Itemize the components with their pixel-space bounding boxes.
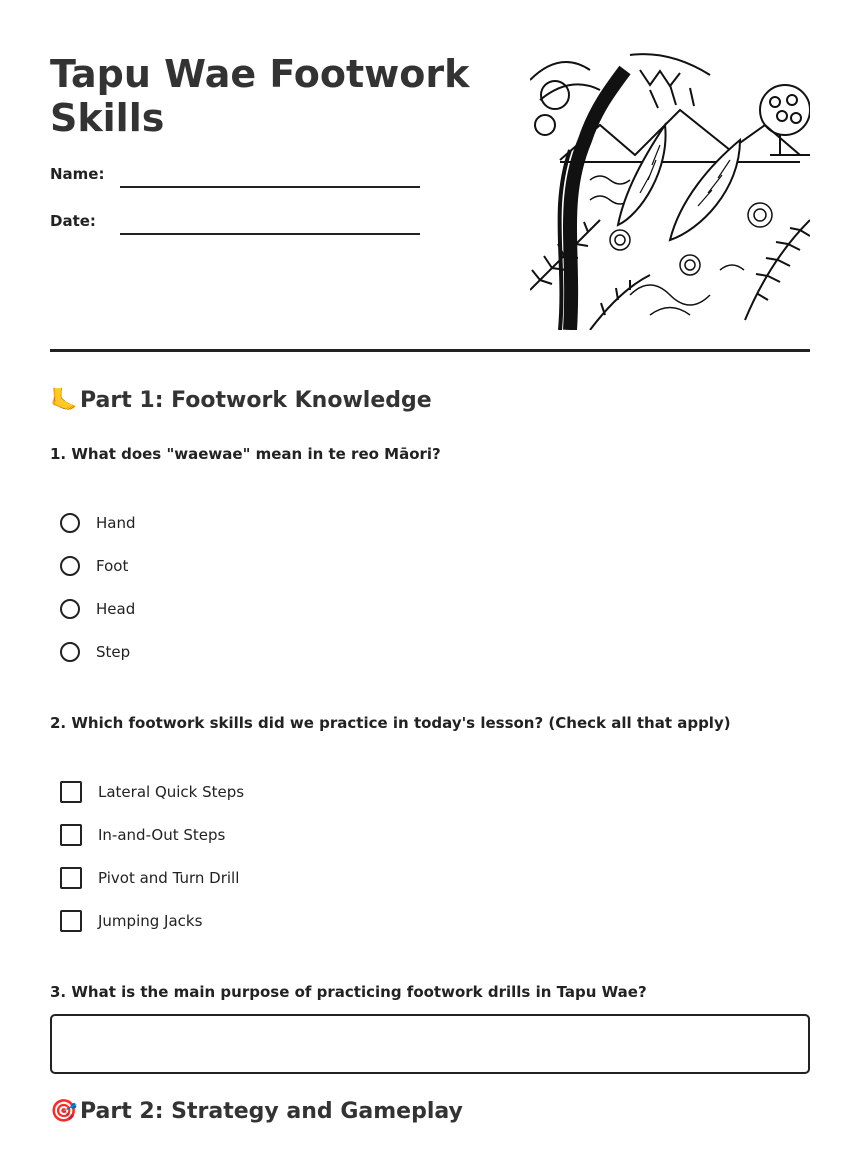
q1-option-step[interactable] [60, 640, 130, 664]
q3-answer-box[interactable] [50, 1014, 810, 1074]
checkbox[interactable] [60, 781, 82, 803]
question-1: 1. What does "waewae" mean in te reo Māori? [50, 445, 441, 463]
part2-heading-text: Part 2: Strategy and Gameplay [80, 1099, 463, 1124]
q1-option-head[interactable] [60, 597, 135, 621]
part2-heading [50, 1099, 463, 1124]
question-3: 3. What is the main purpose of practicing footwork drills in Tapu Wae? [50, 983, 647, 1001]
option-label: In-and-Out Steps [98, 826, 226, 844]
part1-heading [50, 388, 432, 413]
radio-button[interactable] [60, 599, 80, 619]
target-icon: 🎯 [50, 1099, 78, 1124]
q1-option-hand[interactable] [60, 511, 136, 535]
waka-canoes-illustration [530, 50, 810, 330]
checkbox[interactable] [60, 824, 82, 846]
option-label: Hand [96, 514, 136, 532]
q1-option-foot[interactable] [60, 554, 128, 578]
header-divider [50, 349, 810, 352]
checkbox[interactable] [60, 910, 82, 932]
page-title: Tapu Wae Footwork Skills [50, 52, 470, 140]
q2-option-lateral-quick-steps[interactable] [60, 780, 244, 804]
q2-option-jumping-jacks[interactable] [60, 909, 202, 933]
option-label: Lateral Quick Steps [98, 783, 245, 801]
radio-button[interactable] [60, 513, 80, 533]
question-2: 2. Which footwork skills did we practice in today's lesson? (Check all that apply) [50, 714, 731, 732]
radio-button[interactable] [60, 642, 80, 662]
q2-option-pivot-and-turn-drill[interactable] [60, 866, 239, 890]
option-label: Foot [96, 557, 129, 575]
option-label: Jumping Jacks [98, 912, 203, 930]
name-input-line[interactable] [120, 186, 420, 188]
part1-heading-text: Part 1: Footwork Knowledge [80, 388, 432, 413]
radio-button[interactable] [60, 556, 80, 576]
option-label: Step [96, 643, 131, 661]
date-label: Date: [50, 212, 96, 230]
worksheet-header [50, 50, 810, 330]
date-input-line[interactable] [120, 233, 420, 235]
foot-icon: 🦶 [50, 388, 78, 413]
name-label: Name: [50, 165, 105, 183]
option-label: Head [96, 600, 136, 618]
q2-option-in-and-out-steps[interactable] [60, 823, 225, 847]
checkbox[interactable] [60, 867, 82, 889]
option-label: Pivot and Turn Drill [98, 869, 240, 887]
